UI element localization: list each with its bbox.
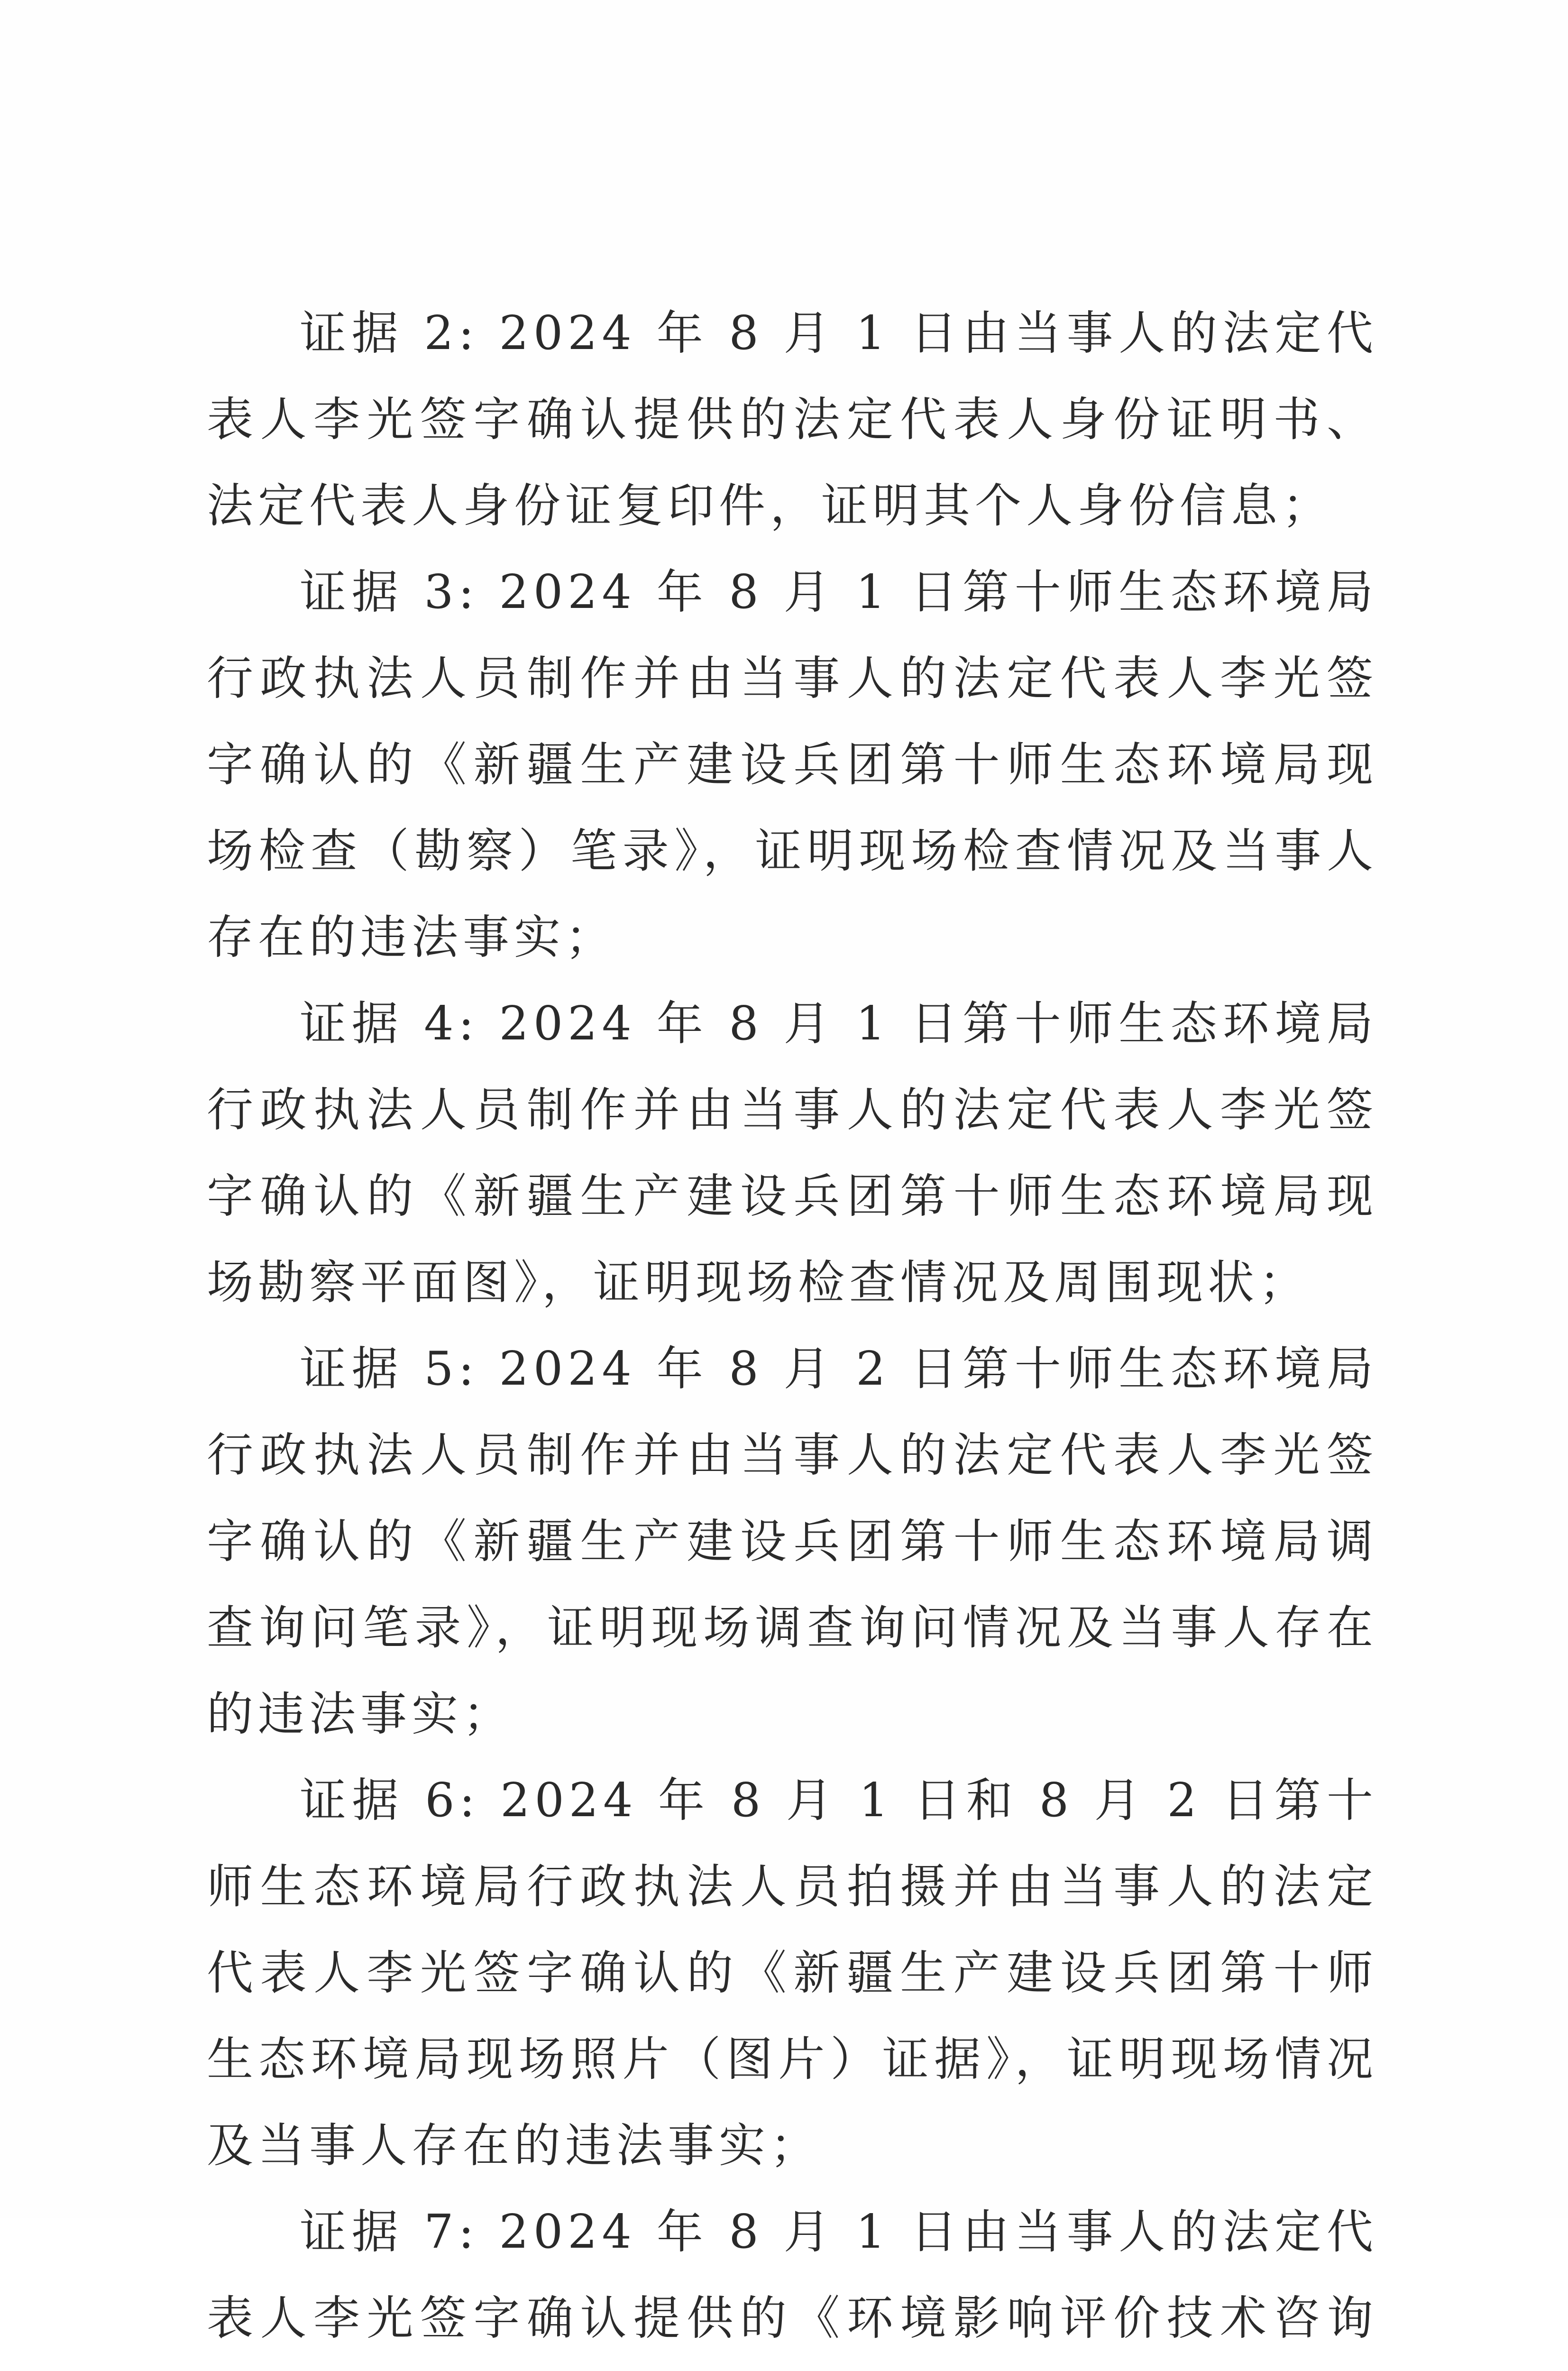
evidence-paragraph-5: 证据 5: 2024 年 8 月 2 日第十师生态环境局行政执法人员制作并由当事人的法定代表人李光签字确认的《新疆生产建设兵团第十师生态环境局调查询问笔录》，证明现场调查询问情况及当事人存在的违法事实； [207,1342,1378,1741]
evidence-paragraph-4: 证据 4: 2024 年 8 月 1 日第十师生态环境局行政执法人员制作并由当事人的法定代表人李光签字确认的《新疆生产建设兵团第十师生态环境局现场勘察平面图》，证明现场检查情况及周围现状； [207,997,1378,1310]
evidence-paragraph-7: 证据 7: 2024 年 8 月 1 日由当事人的法定代表人李光签字确认提供的《环境影响评价技术咨询 [207,2205,1378,2345]
evidence-paragraph-3: 证据 3: 2024 年 8 月 1 日第十师生态环境局行政执法人员制作并由当事人的法定代表人李光签字确认的《新疆生产建设兵团第十师生态环境局现场检查（勘察）笔录》，证明现场检查情况及当事人存在的违法事实； [207,565,1378,965]
document-body [207,290,1378,2371]
evidence-paragraph-2: 证据 2: 2024 年 8 月 1 日由当事人的法定代表人李光签字确认提供的法定代表人身份证明书、法定代表人身份证复印件，证明其个人身份信息； [207,306,1378,533]
evidence-paragraph-6: 证据 6: 2024 年 8 月 1 日和 8 月 2 日第十师生态环境局行政执法人员拍摄并由当事人的法定代表人李光签字确认的《新疆生产建设兵团第十师生态环境局现场照片（图片）证据》，证明现场情况及当事人存在的违法事实； [207,1774,1378,2173]
